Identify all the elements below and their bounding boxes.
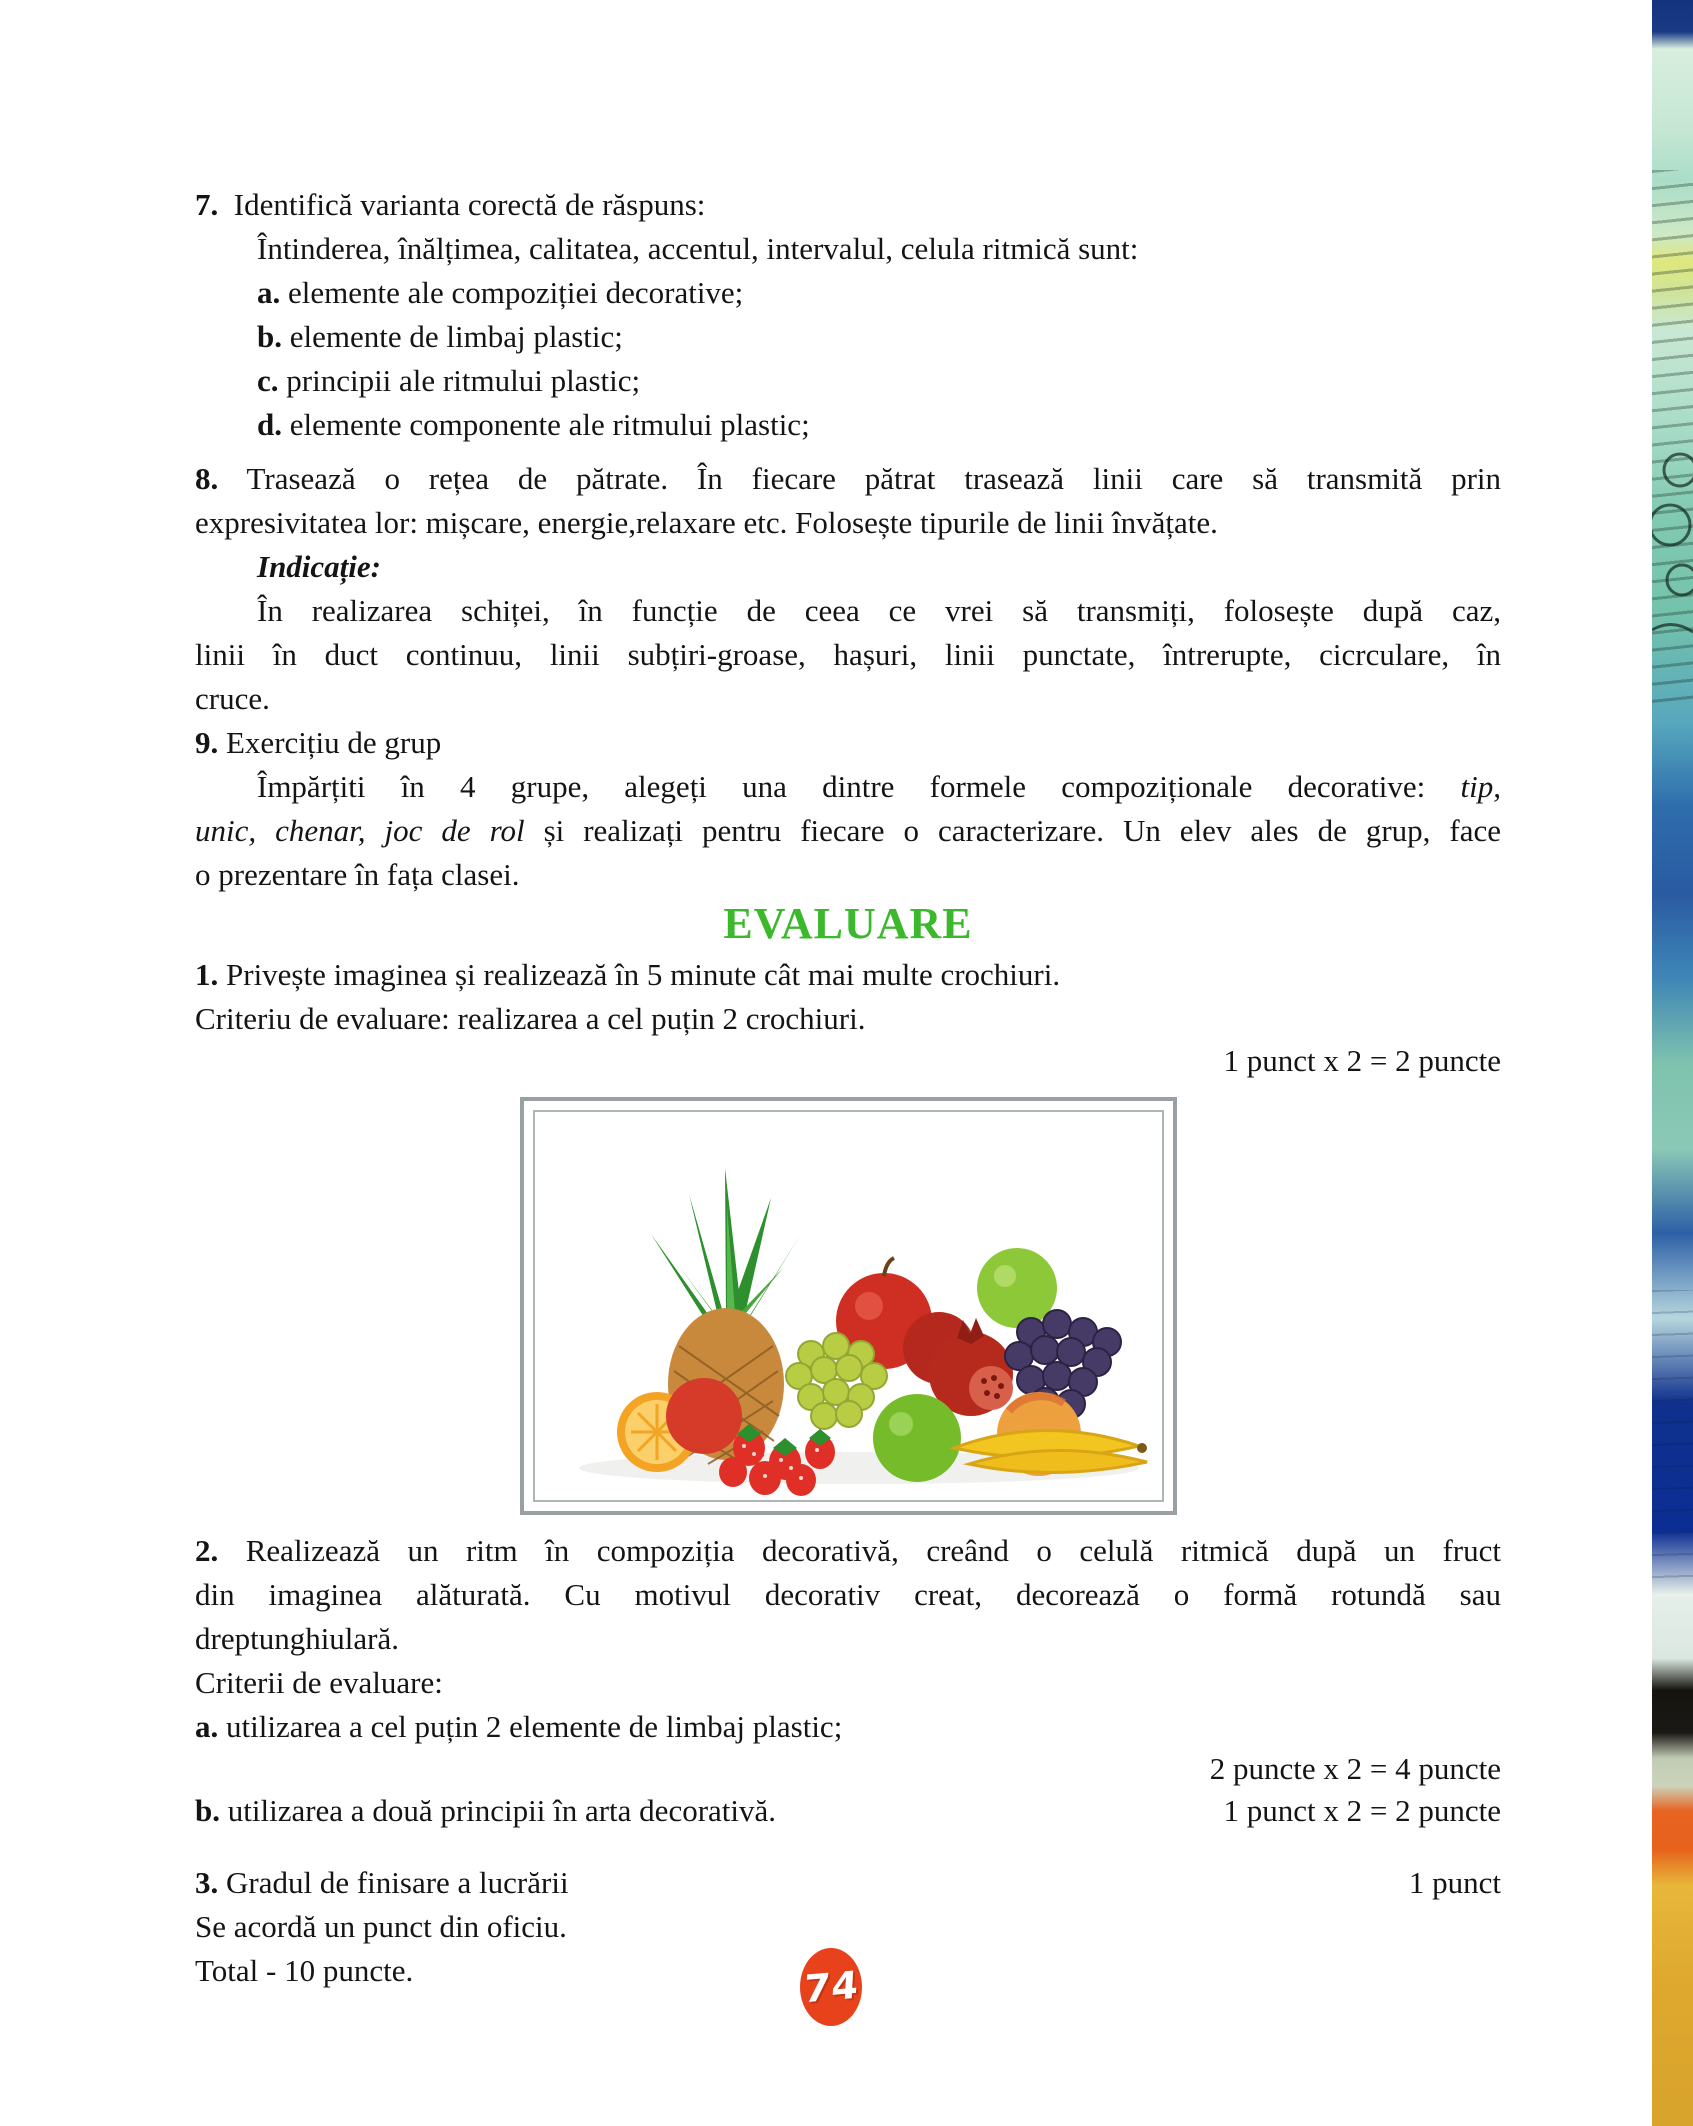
- eval-item3-number: 3.: [195, 1865, 219, 1900]
- photo-frame: [520, 1097, 1177, 1515]
- eval-item1-number: 1.: [195, 957, 219, 992]
- exercise9-number: 9.: [195, 725, 219, 760]
- exercise7-title: [195, 183, 1501, 227]
- exercise9-line1-text: Împărțiti în 4 grupe, alegeți una dintre formele compoziționale decorative:: [257, 769, 1461, 804]
- option-c-letter: c.: [257, 363, 279, 398]
- page-content: [195, 183, 1501, 1993]
- eval-item2-criterion-a: [195, 1705, 1501, 1749]
- exercise8-hint-line1: În realizarea schiței, în funcție de ceea ce vrei să transmiți, folosește după caz,: [257, 593, 1501, 628]
- exercise7-title-text: Identifică varianta corectă de răspuns:: [218, 187, 706, 222]
- eval-item2-number: 2.: [195, 1533, 219, 1568]
- evaluare-heading: EVALUARE: [723, 899, 973, 948]
- exercise9-line2: [195, 809, 1501, 853]
- option-b-letter: b.: [257, 319, 282, 354]
- exercise7-lead: Întinderea, înălțimea, calitatea, accentul, intervalul, celula ritmică sunt:: [257, 231, 1139, 266]
- exercise7-option-c: [195, 359, 1501, 403]
- eval-item3-row: [195, 1861, 1501, 1905]
- eval-bonus: Se acordă un punct din oficiu.: [195, 1909, 567, 1944]
- eval-item1-text: Privește imaginea și realizează în 5 minute cât mai multe crochiuri.: [218, 957, 1061, 992]
- decorative-strip: [1652, 0, 1693, 2126]
- option-c-text: principii ale ritmului plastic;: [278, 363, 641, 398]
- exercise8-hint-label: Indicație:: [257, 549, 381, 584]
- eval-item3-text: Gradul de finisare a lucrării: [218, 1865, 569, 1900]
- criterion-a-letter: a.: [195, 1709, 219, 1744]
- eval-item1-points: 1 punct x 2 = 2 puncte: [1223, 1043, 1501, 1078]
- eval-item1-line1: [195, 953, 1501, 997]
- criterion-a-text: utilizarea a cel puțin 2 elemente de limbaj plastic;: [218, 1709, 843, 1744]
- exercise7-option-d: [195, 403, 1501, 447]
- photo-frame-inner: [533, 1110, 1164, 1502]
- exercise7-option-b: [195, 315, 1501, 359]
- exercise9-title-text: Exercițiu de grup: [218, 725, 442, 760]
- eval-item2-points-a: 2 puncte x 2 = 4 puncte: [1209, 1751, 1501, 1786]
- fruits-photo: [539, 1116, 1160, 1496]
- eval-item2-line1: [195, 1529, 1501, 1573]
- exercise9-line1-italic: tip,: [1460, 769, 1501, 804]
- exercise9-line3: o prezentare în fața clasei.: [195, 857, 520, 892]
- option-a-letter: a.: [257, 275, 281, 310]
- spacer: [195, 1833, 1501, 1861]
- exercise9-line1: [195, 765, 1501, 809]
- eval-item3: [195, 1861, 569, 1905]
- eval-item1-criterion: Criteriu de evaluare: realizarea a cel puțin 2 crochiuri.: [195, 1001, 866, 1036]
- eval-total: Total - 10 puncte.: [195, 1953, 414, 1988]
- option-d-text: elemente componente ale ritmului plastic;: [282, 407, 810, 442]
- exercise8-line1-text: Trasează o rețea de pătrate. În fiecare pătrat trasează linii care să transmită prin: [218, 461, 1501, 496]
- exercise8-hint-line2: linii în duct continuu, linii subțiri-groase, hașuri, linii punctate, întrerupte, cicrculare, în: [195, 637, 1501, 672]
- criterion-b: [195, 1789, 776, 1833]
- exercise9-line2-text: și realizați pentru fiecare o caracterizare. Un elev ales de grup, face: [524, 813, 1501, 848]
- exercise9-title: [195, 721, 1501, 765]
- option-a-text: elemente ale compoziției decorative;: [280, 275, 744, 310]
- exercise8-number: 8.: [195, 461, 219, 496]
- exercise8-line2: expresivitatea lor: mișcare, energie,relaxare etc. Folosește tipurile de linii învățate.: [195, 505, 1218, 540]
- exercise8-line1: [195, 457, 1501, 501]
- eval-item2-line1-text: Realizează un ritm în compoziția decorativă, creând o celulă ritmică după un fruct: [218, 1533, 1501, 1568]
- criterion-b-text: utilizarea a două principii în arta decorativă.: [220, 1793, 777, 1828]
- eval-item2-line2: din imaginea alăturată. Cu motivul decorativ creat, decorează o formă rotundă sau: [195, 1577, 1501, 1612]
- exercise8-hint-line3: cruce.: [195, 681, 270, 716]
- eval-item2-line3: dreptunghiulară.: [195, 1621, 400, 1656]
- strip-texture-bottom: [1652, 1290, 1693, 1590]
- exercise9-line2-italic: unic, chenar, joc de rol: [195, 813, 525, 848]
- exercise7-option-a: [195, 271, 1501, 315]
- page-number-badge: [800, 1948, 862, 2026]
- option-b-text: elemente de limbaj plastic;: [282, 319, 623, 354]
- eval-item2-points-b: 1 punct x 2 = 2 puncte: [1223, 1793, 1501, 1828]
- criterion-b-letter: b.: [195, 1793, 220, 1828]
- strip-doodles: [1652, 430, 1693, 670]
- spacer: [195, 447, 1501, 457]
- page-number: 74: [802, 1962, 860, 2012]
- eval-item2-criteria-label: Criterii de evaluare:: [195, 1665, 443, 1700]
- eval-item2-criterion-b-row: [195, 1789, 1501, 1833]
- eval-item3-points: 1 punct: [1408, 1865, 1501, 1900]
- exercise7-number: 7.: [195, 187, 219, 222]
- option-d-letter: d.: [257, 407, 282, 442]
